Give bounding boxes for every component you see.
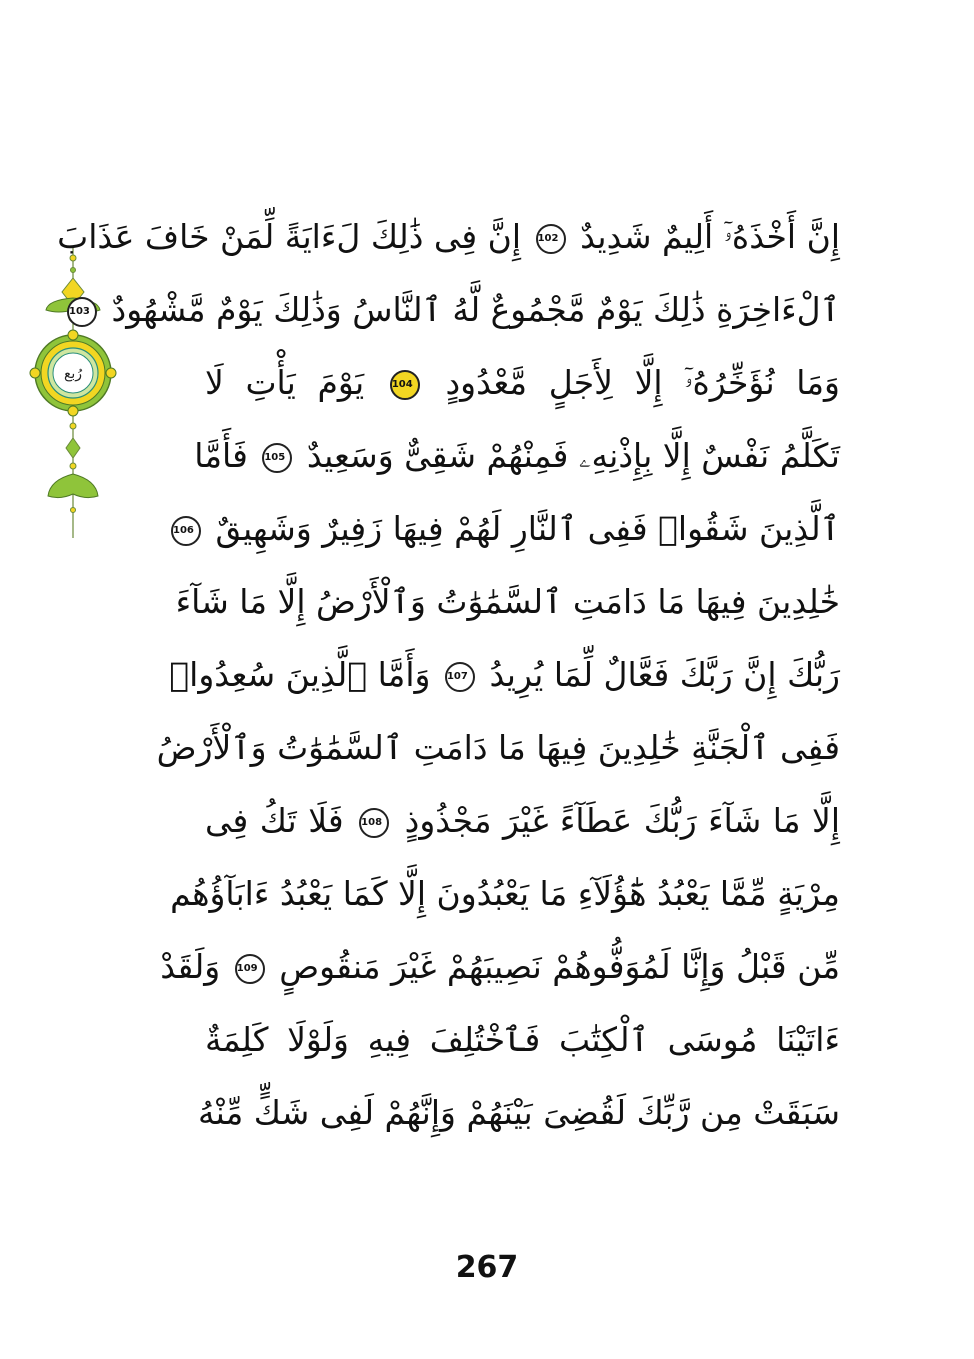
verse-line: [169, 638, 840, 711]
verse-line: [69, 273, 840, 346]
verse-text: فَأَمَّا: [194, 436, 248, 475]
verse-text: ءَاتَيْنَا مُوسَى ٱلْكِتَٰبَ فَٱخْتُلِفَ فِيهِ وَلَوْلَا كَلِمَةٌ: [205, 1020, 840, 1059]
ayah-number-marker: 103: [67, 297, 97, 327]
verse-text: تَكَلَّمُ نَفْسٌ إِلَّا بِإِذْنِهِۦ فَمِنْهُمْ شَقِىٌّ وَسَعِيدٌ: [306, 436, 840, 475]
ayah-number-marker: 107: [445, 662, 475, 692]
verse-line: [205, 346, 840, 419]
verse-text: وَأَمَّا ٱلَّذِينَ سُعِدُوا۟: [169, 655, 431, 694]
verse-text: فَلَا تَكُ فِى: [205, 801, 344, 840]
verse-line: [175, 565, 840, 638]
verse-line: [194, 419, 840, 492]
rub-label: رُبع: [63, 366, 83, 382]
ayah-number-marker-highlighted: 104: [390, 370, 420, 400]
verse-text: ٱلَّذِينَ شَقُوا۟ فَفِى ٱلنَّارِ لَهُمْ فِيهَا زَفِيرٌ وَشَهِيقٌ: [215, 509, 840, 548]
verse-line: [160, 930, 840, 1003]
verse-line: [197, 1076, 840, 1149]
verse-text: يَوْمَ يَأْتِ لَا: [205, 363, 365, 402]
verse-text: وَمَا نُؤَخِّرُهُۥٓ إِلَّا لِأَجَلٍ مَّعْدُودٍ: [445, 363, 840, 402]
verse-text: إِلَّا مَا شَآءَ رَبُّكَ عَطَآءً غَيْرَ مَجْذُوذٍ: [404, 801, 840, 840]
verse-text: وَلَقَدْ: [160, 947, 221, 986]
ayah-number-marker: 106: [171, 516, 201, 546]
verse-text: إِنَّ أَخْذَهُۥٓ أَلِيمٌ شَدِيدٌ: [580, 217, 840, 256]
verse-text: خَٰلِدِينَ فِيهَا مَا دَامَتِ ٱلسَّمَٰوَٰتُ وَٱلْأَرْضُ إِلَّا مَا شَآءَ: [175, 582, 840, 621]
verse-line: [170, 857, 840, 930]
verse-line: [205, 1003, 840, 1076]
verse-text: مِّن قَبْلُ وَإِنَّا لَمُوَفُّوهُمْ نَصِيبَهُمْ غَيْرَ مَنقُوصٍ: [279, 947, 840, 986]
verse-line: [205, 784, 840, 857]
verse-line: [156, 711, 840, 784]
verse-text: إِنَّ فِى ذَٰلِكَ لَءَايَةً لِّمَنْ خَافَ عَذَابَ: [57, 217, 522, 256]
ayah-number-marker: 108: [359, 808, 389, 838]
page-number: 267: [455, 1250, 519, 1285]
ayah-number-marker: 105: [262, 443, 292, 473]
verse-line: [172, 492, 840, 565]
verse-text: فَفِى ٱلْجَنَّةِ خَٰلِدِينَ فِيهَا مَا دَامَتِ ٱلسَّمَٰوَٰتُ وَٱلْأَرْضُ: [156, 728, 840, 767]
ayah-number-marker: 102: [536, 224, 566, 254]
ayah-number-marker: 109: [235, 954, 265, 984]
verse-text: سَبَقَتْ مِن رَّبِّكَ لَقُضِىَ بَيْنَهُمْ وَإِنَّهُمْ لَفِى شَكٍّ مِّنْهُ: [197, 1093, 840, 1132]
verse-text: مِرْيَةٍ مِّمَّا يَعْبُدُ هَٰٓؤُلَآءِ مَا يَعْبُدُونَ إِلَّا كَمَا يَعْبُدُ ءَابَآؤُهُم: [170, 874, 840, 913]
verse-text: ٱلْءَاخِرَةِ ذَٰلِكَ يَوْمٌ مَّجْمُوعٌ لَّهُ ٱلنَّاسُ وَذَٰلِكَ يَوْمٌ مَّشْهُودٌ: [111, 290, 840, 329]
verse-text: رَبُّكَ إِنَّ رَبَّكَ فَعَّالٌ لِّمَا يُرِيدُ: [489, 655, 840, 694]
verse-line: [57, 200, 840, 273]
